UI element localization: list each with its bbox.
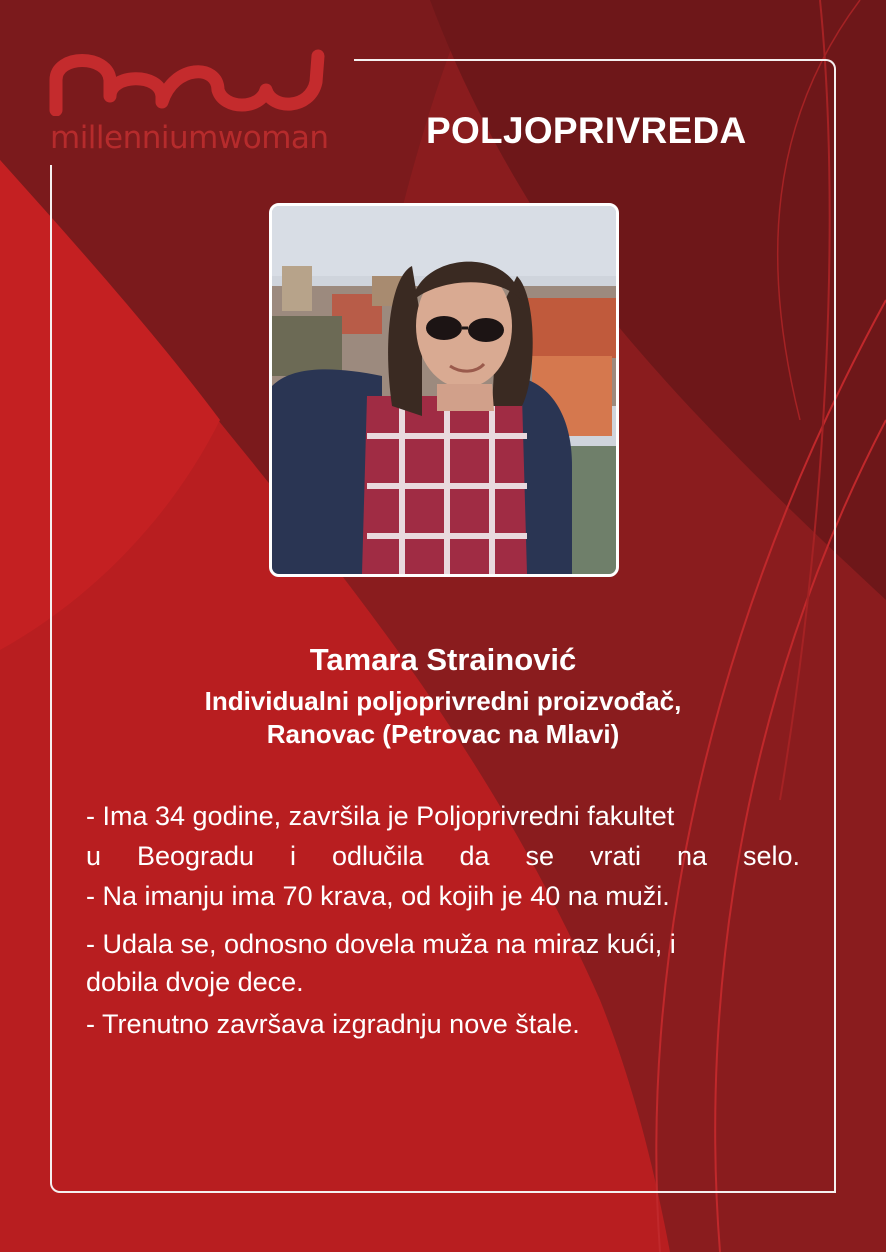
brand-logo-mark bbox=[48, 44, 338, 116]
person-occupation: Individualni poljoprivredni proizvođač, bbox=[204, 686, 682, 716]
bio-line: - Ima 34 godine, završila je Poljoprivredni fakultet bbox=[86, 801, 675, 831]
brand-name-part1: millennium bbox=[50, 120, 218, 156]
brand-name-part2: woman bbox=[217, 120, 329, 156]
bio-line: u Beogradu i odlučila da se vrati na selo. bbox=[86, 841, 800, 871]
person-location: Ranovac (Petrovac na Mlavi) bbox=[266, 719, 620, 749]
bio-line: - Na imanju ima 70 krava, od kojih je 40 na muži. bbox=[86, 881, 670, 911]
bio-line: - Udala se, odnosno dovela muža na miraz kući, i bbox=[86, 929, 676, 959]
brand-logo bbox=[48, 44, 338, 156]
profile-photo bbox=[269, 203, 619, 577]
category-title: POLJOPRIVREDA bbox=[426, 110, 747, 151]
bio-line: - Trenutno završava izgradnju nove štale. bbox=[86, 1009, 580, 1039]
bio-line: dobila dvoje dece. bbox=[86, 967, 304, 997]
brand-name bbox=[50, 120, 329, 156]
portrait-photo-icon bbox=[272, 206, 616, 574]
person-name: Tamara Strainović bbox=[309, 642, 577, 677]
